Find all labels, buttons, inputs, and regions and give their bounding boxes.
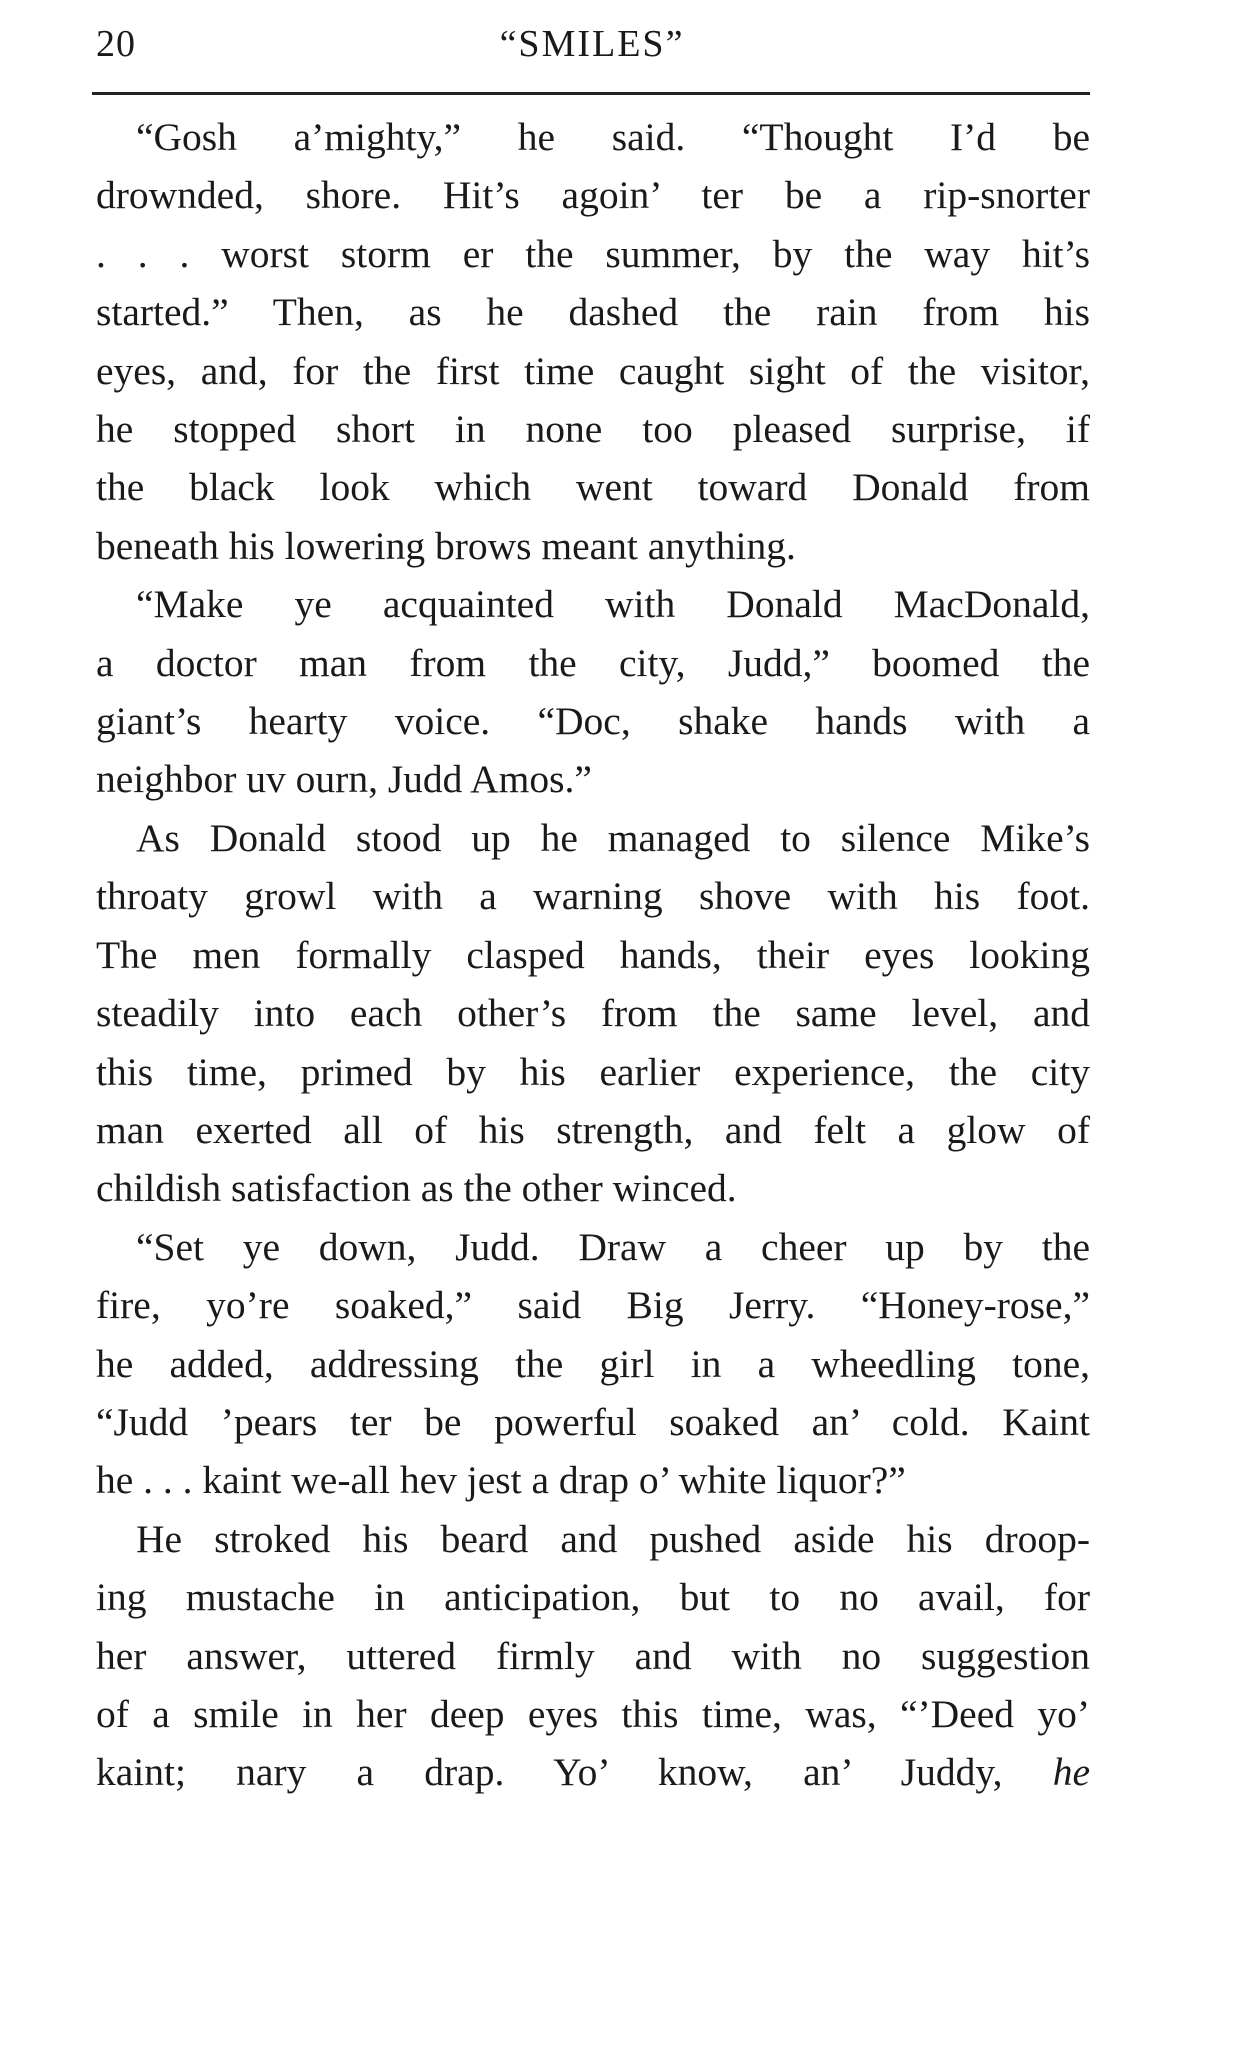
text-line: this time, primed by his earlier experience, the city [96,1049,1090,1094]
text-line: fire, yo’re soaked,” said Big Jerry. “Honey-rose,” [96,1283,1090,1328]
paragraph [96,809,1090,1218]
text-line: “Gosh a’mighty,” he said. “Thought I’d be [136,115,1090,159]
text-line: he stopped short in none too pleased surprise, if [96,407,1090,452]
text-line: beneath his lowering brows meant anything. [96,523,796,568]
page-number: 20 [96,23,136,65]
text-line: he . . . kaint we-all hev jest a drap o’ white liquor?” [96,1458,906,1503]
paragraph [96,575,1090,809]
text-line-final [96,1743,1090,1801]
text-line: started.” Then, as he dashed the rain from his [96,290,1090,335]
text-line: her answer, uttered firmly and with no suggestion [96,1633,1090,1678]
text-line: “Set ye down, Judd. Draw a cheer up by the [136,1224,1090,1269]
text-line: . . . worst storm er the summer, by the way hit’s [96,231,1090,276]
text-line: ing mustache in anticipation, but to no avail, for [96,1575,1090,1620]
text-line: drownded, shore. Hit’s agoin’ ter be a rip-snorter [96,173,1090,218]
text-line: “Make ye acquainted with Donald MacDonald, [136,582,1090,627]
text-line: He stroked his beard and pushed aside his droop- [136,1516,1090,1561]
running-head [96,22,1088,82]
header-rule [92,92,1090,95]
text-line: neighbor uv ourn, Judd Amos.” [96,757,592,802]
text-line: of a smile in her deep eyes this time, was, “’Deed yo’ [96,1691,1090,1736]
text-line: steadily into each other’s from the same level, and [96,991,1090,1036]
text-line: the black look which went toward Donald from [96,465,1090,510]
paragraph [96,1218,1090,1510]
text-line: a doctor man from the city, Judd,” boomed the [96,640,1090,685]
text-line: The men formally clasped hands, their eyes looking [96,932,1090,977]
text-line: As Donald stood up he managed to silence Mike’s [136,815,1090,860]
text-line: throaty growl with a warning shove with his foot. [96,874,1090,919]
text-line: man exerted all of his strength, and felt a glow of [96,1107,1090,1152]
paragraph [96,108,1090,575]
running-title: “SMILES” [499,23,685,65]
body-text [96,108,1090,1802]
text-line: he added, addressing the girl in a wheedling tone, [96,1341,1090,1386]
text-line: giant’s hearty voice. “Doc, shake hands with a [96,699,1090,744]
emphasis-word: he [1052,1750,1090,1795]
paragraph [96,1510,1090,1802]
text-line: eyes, and, for the first time caught sight of the visitor, [96,348,1090,393]
text-line: childish satisfaction as the other winced. [96,1166,737,1211]
text-line-final-start: kaint; nary a drap. Yo’ know, an’ Juddy, [96,1750,1003,1795]
text-line: “Judd ’pears ter be powerful soaked an’ cold. Kaint [96,1399,1090,1444]
